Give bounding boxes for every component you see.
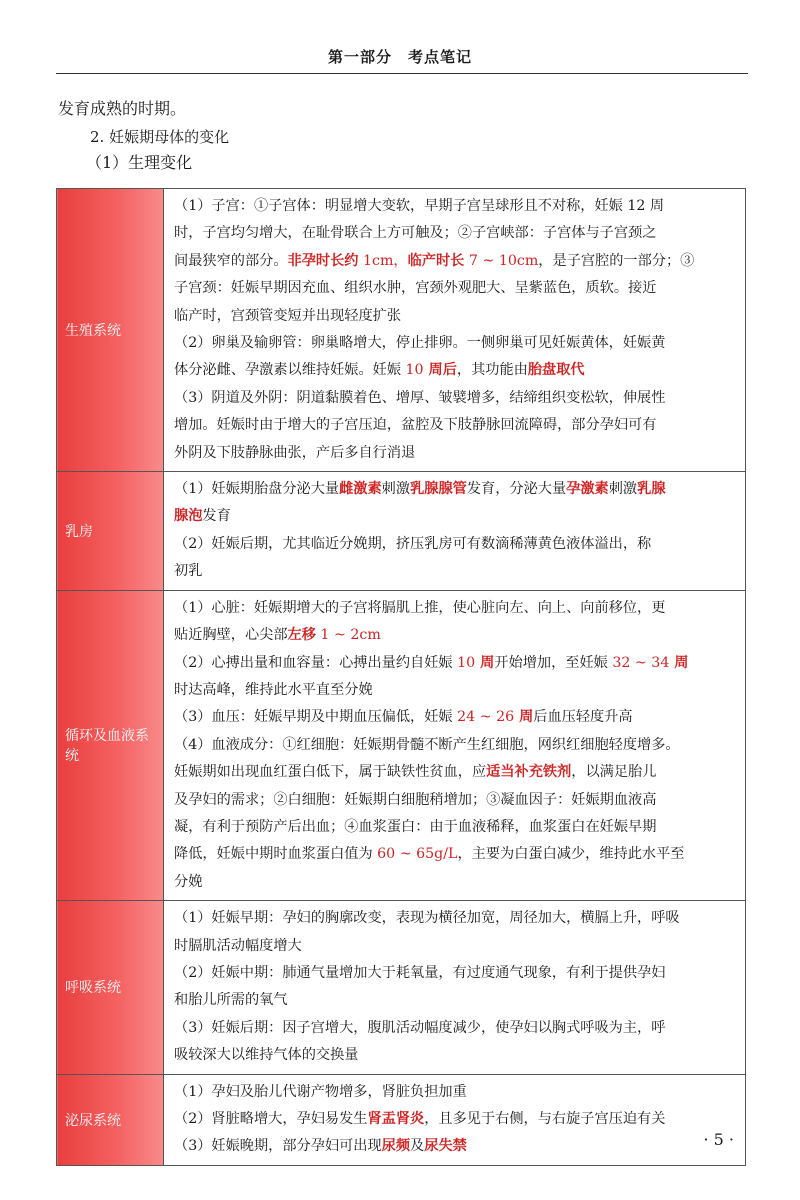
page-header-title: 第一部分 考点笔记 (327, 48, 472, 66)
body-text: 时膈肌活动幅度增大 (174, 937, 302, 954)
content-line (174, 248, 735, 275)
highlight-text: ， (393, 252, 408, 269)
content-line (174, 787, 735, 814)
content-line (174, 650, 735, 677)
content-line (174, 841, 735, 868)
highlight-text: 24 ~ 26 (457, 709, 515, 726)
content-line (174, 732, 735, 759)
table-row (57, 472, 746, 591)
content-line (174, 869, 735, 896)
highlight-text: 1cm (358, 252, 394, 269)
subsection-heading: （1）生理变化 (86, 153, 193, 172)
highlight-text: 非孕时长约 (287, 252, 359, 269)
intro-text: 发育成熟的时期。 (58, 99, 187, 118)
body-text: 开始增加，至妊娠 (494, 654, 613, 671)
highlight-text: 腺泡 (174, 508, 203, 525)
row-label: 循环及血液系统 (57, 590, 164, 900)
body-text: （4）血液成分：①红细胞：妊娠期骨髓不断产生红细胞，网织红细胞轻度增多。 (174, 736, 680, 753)
content-line (174, 960, 735, 987)
body-text: （3）妊娠后期：因子宫增大，腹肌活动幅度减少，使孕妇以胸式呼吸为主，呼 (174, 1019, 666, 1036)
highlight-text: 乳腺腺管 (410, 481, 467, 498)
content-line (174, 193, 735, 220)
row-content (164, 590, 746, 900)
body-text: （2）妊娠后期，尤其临近分娩期，挤压乳房可有数滴稀薄黄色液体溢出，称 (174, 535, 652, 552)
content-line (174, 503, 735, 530)
body-text: ，主要为白蛋白减少，维持此水平至 (457, 846, 685, 863)
highlight-text: 1 ~ 2cm (315, 627, 381, 644)
highlight-text: 胎盘取代 (527, 362, 585, 379)
body-text: （2）心搏出量和血容量：心搏出量约自妊娠 (174, 654, 458, 671)
highlight-text: 周 (514, 709, 534, 726)
row-label: 呼吸系统 (57, 901, 164, 1074)
content-line (174, 704, 735, 731)
content-line (174, 412, 735, 439)
row-content (164, 1074, 746, 1165)
body-text: 及 (410, 1138, 425, 1155)
table-row (57, 590, 746, 900)
body-text: ，以满足胎儿 (571, 764, 657, 781)
content-line (174, 476, 735, 503)
highlight-text: 周 (475, 654, 495, 671)
content-line (174, 357, 735, 384)
row-label: 乳房 (57, 472, 164, 591)
content-line (174, 1079, 735, 1106)
highlight-text: 7 ~ 10cm (464, 252, 539, 269)
body-text: 刺激 (381, 481, 411, 498)
content-line (174, 905, 735, 932)
header-rule (56, 73, 748, 74)
highlight-text: 10 (457, 654, 476, 671)
table-row (57, 189, 746, 472)
highlight-text: 60 ~ 65g/L (377, 846, 458, 863)
highlight-text: 临产时长 (407, 252, 465, 269)
body-text: 体分泌雌、孕激素以维持妊娠。妊娠 (174, 362, 406, 379)
body-text: 吸较深大以维持气体的交换量 (174, 1047, 359, 1064)
body-text: （1）妊娠早期：孕妇的胸廓改变，表现为横径加宽，周径加大，横膈上升，呼吸 (174, 910, 680, 927)
body-text: ，其功能由 (456, 362, 528, 379)
body-text: （1）孕妇及胎儿代谢产物增多，肾脏负担加重 (174, 1083, 467, 1100)
row-label: 泌尿系统 (57, 1074, 164, 1165)
highlight-text: 32 ~ 34 (612, 654, 670, 671)
row-content (164, 901, 746, 1074)
body-text: 和胎儿所需的氧气 (174, 992, 288, 1009)
highlight-text: 适当补充铁剂 (486, 764, 572, 781)
highlight-text: 左移 (287, 627, 316, 644)
content-line (174, 1133, 735, 1160)
body-text: 发育，分泌大量 (466, 481, 567, 498)
body-text: （1）妊娠期胎盘分泌大量 (174, 481, 340, 498)
body-text: 后血压轻度升高 (533, 709, 633, 726)
content-line (174, 275, 735, 302)
body-text: 凝，有利于预防产后出血；④血浆蛋白：由于血液稀释，血浆蛋白在妊娠早期 (174, 818, 657, 835)
table-row (57, 901, 746, 1074)
highlight-text: 周 (669, 654, 689, 671)
body-text: 及孕妇的需求；②白细胞：妊娠期白细胞稍增加；③凝血因子：妊娠期血液高 (174, 791, 657, 808)
table-row (57, 1074, 746, 1165)
content-line (174, 303, 735, 330)
highlight-text: 孕激素 (566, 481, 609, 498)
body-text: 妊娠期如出现血红蛋白低下，属于缺铁性贫血，应 (174, 764, 487, 781)
content-line (174, 677, 735, 704)
body-text: 刺激 (608, 481, 638, 498)
body-text: （2）肾脏略增大，孕妇易发生 (174, 1111, 368, 1127)
highlight-text: 10 (405, 362, 424, 379)
content-line (174, 330, 735, 357)
body-text: 临产时，宫颈管变短并出现轻度扩张 (174, 307, 402, 324)
body-text: （3）阴道及外阴：阴道黏膜着色、增厚、皱襞增多，结缔组织变松软，伸展性 (174, 389, 666, 406)
body-text: ，且多见于右侧，与右旋子宫压迫有关 (424, 1111, 666, 1127)
content-line (174, 987, 735, 1014)
body-text: 时达高峰，维持此水平直至分娩 (174, 681, 373, 698)
content-line (174, 595, 735, 622)
content-line (174, 440, 735, 467)
body-text: 增加。妊娠时由于增大的子宫压迫，盆腔及下肢静脉回流障碍，部分孕妇可有 (174, 417, 657, 434)
section-heading: 2. 妊娠期母体的变化 (90, 128, 230, 146)
content-line (174, 531, 735, 558)
body-text: 初乳 (174, 563, 203, 580)
content-line (174, 220, 735, 247)
row-content (164, 472, 746, 591)
content-line (174, 1015, 735, 1042)
body-text: （3）妊娠晚期，部分孕妇可出现 (174, 1138, 382, 1155)
body-text: （1）心脏：妊娠期增大的子宫将膈肌上推，使心脏向左、向上、向前移位，更 (174, 599, 666, 616)
body-text: 贴近胸壁，心尖部 (174, 627, 288, 644)
content-line (174, 759, 735, 786)
body-text: 发育 (202, 508, 231, 525)
body-text: （2）妊娠中期：肺通气量增加大于耗氧量，有过度通气现象，有利于提供孕妇 (174, 964, 666, 981)
body-text: 分娩 (174, 873, 203, 890)
content-line (174, 622, 735, 649)
table-body (57, 189, 746, 1166)
body-text: ，是子宫腔的一部分；③ (538, 252, 695, 269)
body-text: 外阴及下肢静脉曲张，产后多自行消退 (174, 444, 416, 461)
body-text: 降低，妊娠中期时血浆蛋白值为 (174, 846, 378, 863)
highlight-text: 肾盂肾炎 (367, 1111, 425, 1127)
body-text: 间最狭窄的部分。 (174, 252, 288, 269)
content-line (174, 385, 735, 412)
content-line (174, 558, 735, 585)
body-text: 时，子宫均匀增大，在耻骨联合上方可触及；②子宫峡部：子宫体与子宫颈之 (174, 225, 657, 242)
row-label: 生殖系统 (57, 189, 164, 472)
body-text: （1）子宫：①子宫体：明显增大变软，早期子宫呈球形且不对称，妊娠 12 周 (174, 198, 665, 214)
page-number: · 5 · (703, 1130, 734, 1149)
highlight-text: 周后 (423, 362, 457, 379)
body-text: 子宫颈：妊娠早期因充血、组织水肿，宫颈外观肥大、呈紫蓝色，质软。接近 (174, 280, 657, 297)
highlight-text: 尿频 (381, 1138, 411, 1155)
highlight-text: 乳腺 (637, 481, 666, 498)
highlight-text: 尿失禁 (424, 1138, 467, 1155)
highlight-text: 雌激素 (339, 481, 382, 498)
body-text: （2）卵巢及输卵管：卵巢略增大，停止排卵。一侧卵巢可见妊娠黄体，妊娠黄 (174, 335, 666, 352)
physiology-table (56, 188, 746, 1166)
body-text: （3）血压：妊娠早期及中期血压偏低，妊娠 (174, 709, 458, 726)
content-line (174, 1042, 735, 1069)
row-content (164, 189, 746, 472)
content-line (174, 1106, 735, 1133)
content-line (174, 814, 735, 841)
content-line (174, 933, 735, 960)
